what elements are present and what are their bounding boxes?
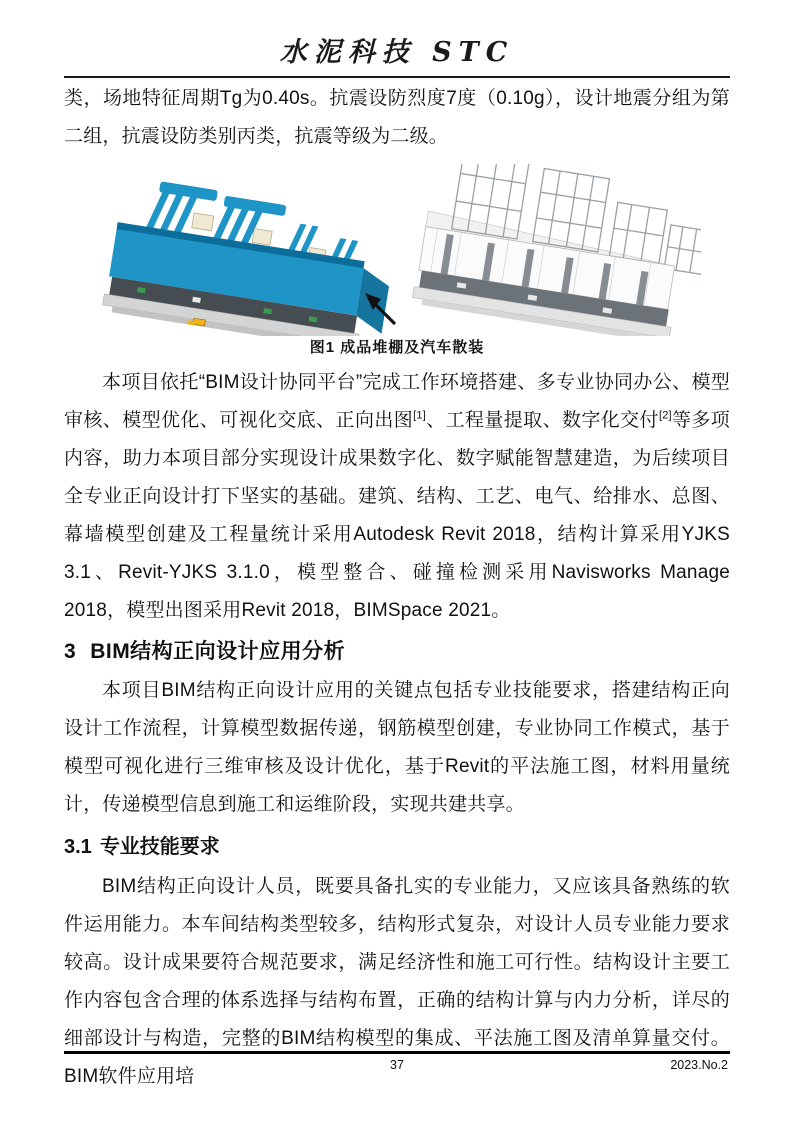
wireframe-model: [412, 164, 701, 336]
subsection-number: 3.1: [64, 836, 92, 858]
figure-image: [93, 164, 701, 336]
paragraph-text: 本项目依托“BIM设计协同平台”完成工作环境搭建、多专业协同办公、模型审核、模型优化、可视化交底、正向出图: [64, 372, 730, 431]
citation-2: [2]: [658, 409, 672, 422]
page-number: 37: [390, 1058, 404, 1072]
section-title: BIM结构正向设计应用分析: [90, 640, 346, 663]
issue-label: 2023.No.2: [670, 1058, 728, 1072]
paragraph-text: 、工程量提取、数字化交付: [426, 410, 659, 431]
page-content: [64, 36, 730, 1096]
journal-header-title: 水泥科技 STC: [279, 37, 515, 68]
page-footer: [64, 1051, 730, 1072]
section-number: 3: [64, 640, 77, 663]
section-3-1-heading: [64, 828, 730, 866]
figure-1: [64, 164, 730, 360]
figure-caption: 图1 成品堆棚及汽车散装: [309, 339, 485, 356]
header-rule: [64, 76, 730, 78]
paragraph-text: 等多项内容，助力本项目部分实现设计成果数字化、数字赋能智慧建造，为后续项目全专业正向设计打下坚实的基础。建筑、结构、工艺、电气、给排水、总图、幕墙模型创建及工程量统计采用Autodesk Revit 2018，结构计算采用YJKS 3.1、Revit-YJKS 3.1.0，模型整合、碰撞检测采用Navisworks Manage 2018，模型出图采用Revit 2018，BIMSpace 2021。: [64, 410, 731, 621]
paragraph-section3: 本项目BIM结构正向设计应用的关键点包括专业技能要求，搭建结构正向设计工作流程，计算模型数据传递，钢筋模型创建，专业协同工作模式，基于模型可视化进行三维审核及设计优化，基于Revit的平法施工图，材料用量统计，传递模型信息到施工和运维阶段，实现共建共享。: [64, 680, 730, 815]
section-3-heading: [64, 634, 730, 670]
rendered-model: [102, 175, 400, 336]
paragraph-section31: BIM结构正向设计人员，既要具备扎实的专业能力，又应该具备熟练的软件运用能力。本车间结构类型较多，结构形式复杂，对设计人员专业能力要求较高。设计成果要符合规范要求，满足经济性和施工可行性。结构设计主要工作内容包含合理的体系选择与结构布置，正确的结构计算与内力分析，详尽的细部设计与构造，完整的BIM结构模型的集成、平法施工图及清单算量交付。BIM软件应用培: [64, 876, 730, 1087]
paragraph-seismic: 类，场地特征周期Tg为0.40s。抗震设防烈度7度（0.10g），设计地震分组为第二组，抗震设防类别丙类，抗震等级为二级。: [64, 88, 730, 147]
citation-1: [1]: [413, 409, 426, 422]
subsection-title: 专业技能要求: [99, 836, 220, 858]
paragraph-bim-platform: [64, 364, 730, 630]
